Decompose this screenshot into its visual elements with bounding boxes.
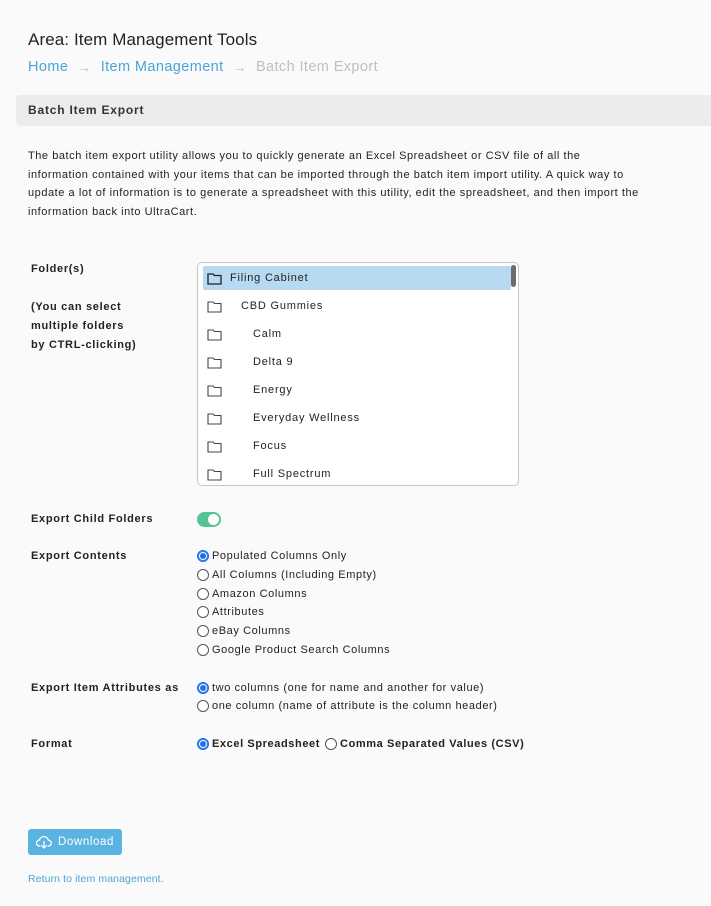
folder-icon: [207, 440, 222, 453]
breadcrumb-home-link[interactable]: Home: [28, 59, 69, 75]
format-radio-csv[interactable]: [325, 738, 337, 750]
radio-button[interactable]: [197, 550, 209, 562]
radio-button[interactable]: [197, 569, 209, 581]
folder-label: Full Spectrum: [253, 468, 332, 480]
folder-option-everyday-wellness[interactable]: [203, 406, 511, 430]
export-contents-option-attributes[interactable]: [197, 606, 264, 618]
folder-option-full-spectrum[interactable]: [203, 462, 511, 486]
folders-hint-line1: (You can select: [31, 301, 122, 313]
export-attributes-option-two-columns[interactable]: [197, 682, 484, 694]
folders-hint-line3: by CTRL-clicking): [31, 339, 137, 351]
folder-option-cbd-gummies[interactable]: [203, 294, 511, 318]
folder-icon: [207, 468, 222, 481]
section-title: Batch Item Export: [28, 103, 145, 117]
radio-button[interactable]: [197, 625, 209, 637]
return-to-item-management-link[interactable]: Return to item management.: [28, 873, 164, 885]
folder-label: Focus: [253, 440, 287, 452]
breadcrumb-arrow-icon: →: [232, 59, 247, 75]
breadcrumb-item-management-link[interactable]: Item Management: [100, 59, 224, 75]
folder-option-filing-cabinet[interactable]: [203, 266, 511, 290]
export-contents-option-google[interactable]: [197, 644, 390, 656]
folder-icon: [207, 272, 222, 285]
format-csv-label[interactable]: Comma Separated Values (CSV): [340, 738, 525, 750]
radio-label: Attributes: [212, 606, 265, 618]
cloud-download-icon: [36, 835, 52, 849]
radio-label: eBay Columns: [212, 625, 291, 637]
folder-label: Energy: [253, 384, 293, 396]
export-child-folders-toggle[interactable]: [197, 512, 221, 527]
description-text: The batch item export utility allows you to quickly generate an Excel Spreadsheet or CSV file of all the information contained with your items that can be imported through the batch item import utility. A quick way to update a lot of information is to generate a spreadsheet with this utility, edit the spreadsheet, and then import the information back into UltraCart.: [28, 150, 639, 219]
folder-icon: [207, 328, 222, 341]
radio-button[interactable]: [197, 700, 209, 712]
section-header: [16, 95, 711, 126]
breadcrumb: [28, 59, 378, 75]
folder-label: Calm: [253, 328, 282, 340]
export-attributes-label: Export Item Attributes as: [31, 682, 179, 694]
folder-label: Everyday Wellness: [253, 412, 360, 424]
folder-select-list[interactable]: [197, 262, 519, 486]
export-attributes-option-one-column[interactable]: [197, 700, 498, 712]
folder-option-focus[interactable]: [203, 434, 511, 458]
export-contents-option-all[interactable]: [197, 569, 377, 581]
download-label: Download: [58, 836, 114, 848]
format-excel-label[interactable]: Excel Spreadsheet: [212, 738, 321, 750]
radio-label: Amazon Columns: [212, 588, 308, 600]
format-radio-excel[interactable]: [197, 738, 209, 750]
folder-icon: [207, 356, 222, 369]
folder-option-calm[interactable]: [203, 322, 511, 346]
breadcrumb-arrow-icon: →: [77, 59, 92, 75]
format-options: [197, 738, 524, 750]
scrollbar-thumb[interactable]: [511, 265, 516, 287]
folder-icon: [207, 412, 222, 425]
folder-icon: [207, 300, 222, 313]
export-child-folders-label: Export Child Folders: [31, 513, 154, 525]
export-contents-label: Export Contents: [31, 550, 128, 562]
folders-hint-line2: multiple folders: [31, 320, 125, 332]
radio-label: Populated Columns Only: [212, 550, 347, 562]
folder-option-energy[interactable]: [203, 378, 511, 402]
folder-icon: [207, 384, 222, 397]
radio-label: two columns (one for name and another for value): [212, 682, 485, 694]
folder-option-delta-9[interactable]: [203, 350, 511, 374]
folder-label: Filing Cabinet: [230, 272, 309, 284]
page-title: Area: Item Management Tools: [28, 30, 258, 49]
toggle-knob: [208, 514, 219, 525]
download-button[interactable]: [28, 829, 122, 855]
export-contents-option-populated[interactable]: [197, 550, 347, 562]
export-contents-option-ebay[interactable]: [197, 625, 291, 637]
folder-label: CBD Gummies: [241, 300, 324, 312]
radio-button[interactable]: [197, 644, 209, 656]
radio-label: one column (name of attribute is the column header): [212, 700, 498, 712]
folder-label: Delta 9: [253, 356, 294, 368]
export-contents-option-amazon[interactable]: [197, 588, 307, 600]
breadcrumb-current: Batch Item Export: [255, 59, 379, 75]
format-label: Format: [31, 738, 73, 750]
folders-label: Folder(s): [31, 263, 85, 275]
radio-button[interactable]: [197, 682, 209, 694]
radio-label: Google Product Search Columns: [212, 644, 391, 656]
radio-label: All Columns (Including Empty): [212, 569, 377, 581]
radio-button[interactable]: [197, 606, 209, 618]
radio-button[interactable]: [197, 588, 209, 600]
